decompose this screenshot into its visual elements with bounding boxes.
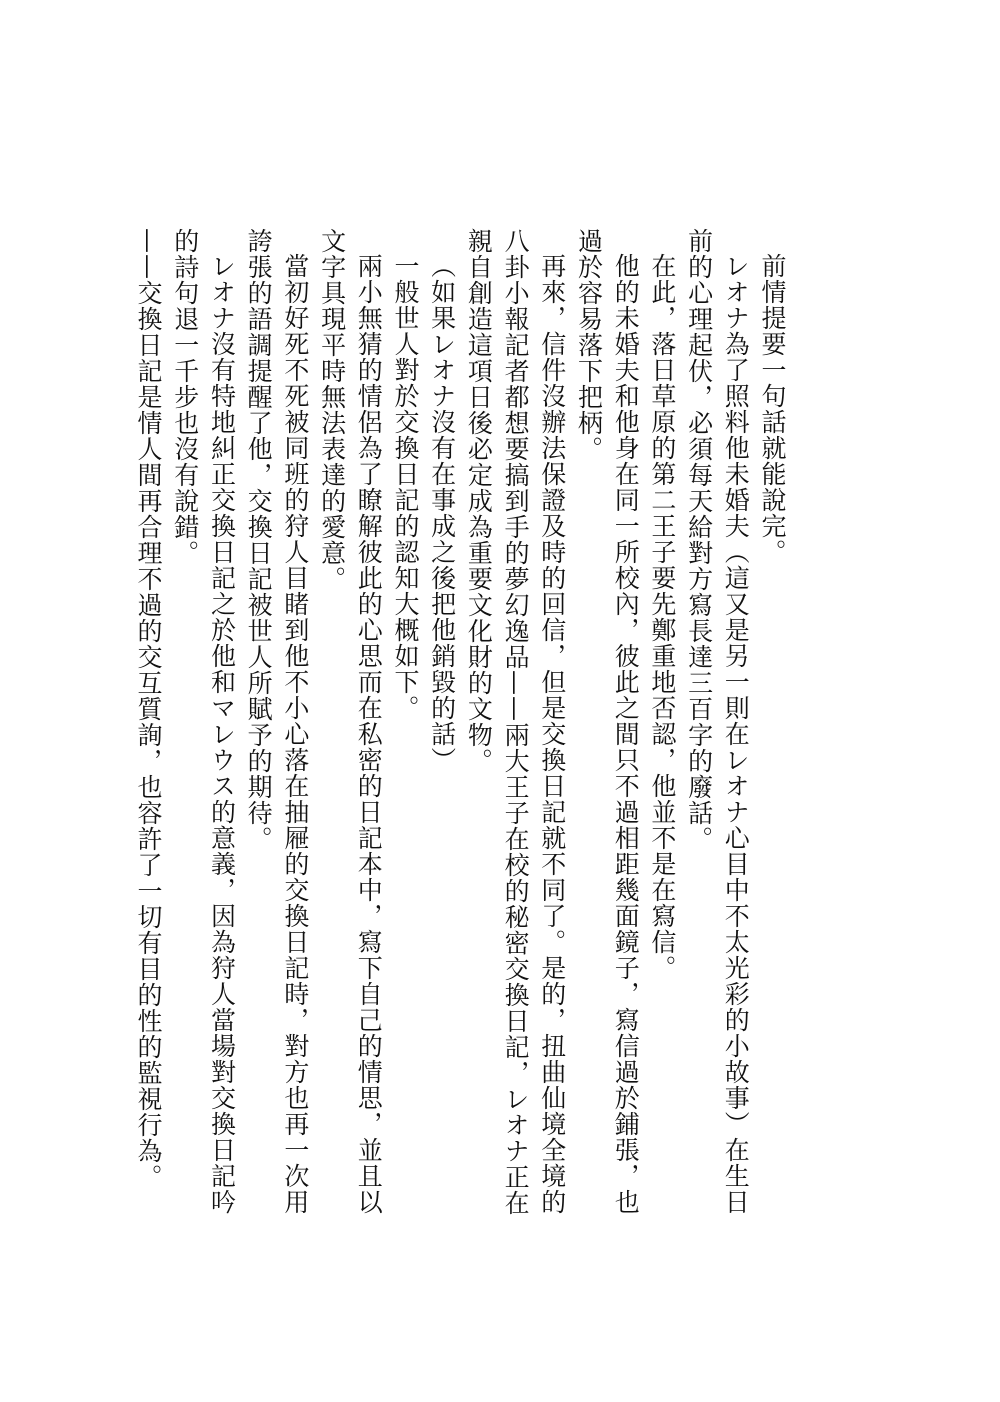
paragraph-1: 前情提要一句話就能說完。 (758, 253, 787, 565)
paragraph-8: 兩小無猜的情侶為了瞭解彼此的心思而在私密的日記本中，寫下自己的情思，並且以文字具現平時無法表達的愛意。 (317, 228, 384, 1215)
paragraph-2: レオナ為了照料他未婚夫（這又是另一則在レオナ心目中不太光彩的小故事）在生日前的心理起伏，必須每天給對方寫長達三百字的廢話。 (684, 228, 751, 1215)
paragraph-4: 他的未婚夫和他身在同一所校內，彼此之間只不過相距幾面鏡子，寫信過於鋪張，也過於容易落下把柄。 (574, 228, 641, 1215)
paragraph-10: レオナ沒有特地糾正交換日記之於他和マレウス的意義，因為狩人當場對交換日記吟的詩句退一千步也沒有說錯。 (170, 228, 237, 1215)
paragraph-3: 在此，落日草原的第二王子要先鄭重地否認，他並不是在寫信。 (647, 253, 677, 981)
paragraph-5: 再來，信件沒辦法保證及時的回信，但是交換日記就不同了。是的，扭曲仙境全境的八卦小報記者都想要搞到手的夢幻逸品——兩大王子在校的秘密交換日記，レオナ正在親自創造這項日後必定成為重要文化財的文物。 (464, 228, 567, 1216)
paragraph-6: （如果レオナ沒有在事成之後把他銷毀的話） (427, 253, 457, 773)
vertical-text-body (134, 228, 790, 1228)
paragraph-7: 一般世人對於交換日記的認知大概如下。 (390, 253, 420, 721)
paragraph-11: ——交換日記是情人間再合理不過的交互質詢，也容許了一切有目的性的監視行為。 (134, 228, 164, 1190)
paragraph-9: 當初好死不死被同班的狩人目睹到他不小心落在抽屜的交換日記時，對方也再一次用誇張的語調提醒了他，交換日記被世人所賦予的期待。 (244, 228, 310, 1215)
